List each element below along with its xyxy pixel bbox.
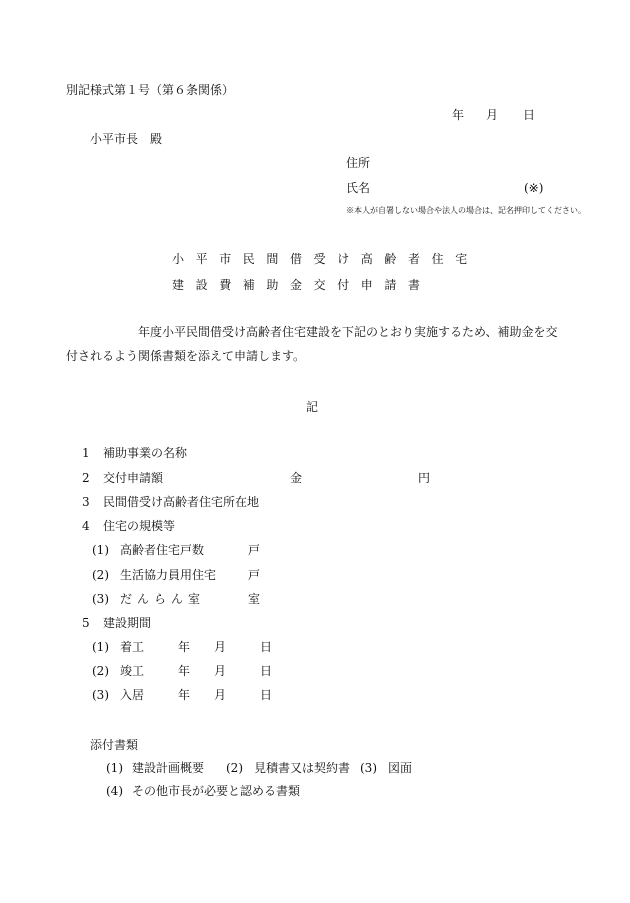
date-day-label: 日 (523, 108, 536, 122)
attachment4-number: (4) (106, 784, 123, 798)
item5-sub3-day: 日 (260, 688, 273, 702)
item4-sub1-label: 高齢者住宅戸数 (120, 543, 205, 557)
item4-sub3-label: だんらん室 (120, 592, 206, 606)
addressee-label: 小平市長 殿 (90, 132, 163, 146)
date-year-label: 年 (452, 108, 465, 122)
item5-sub1-number: (1) (92, 640, 109, 654)
item4-sub2-label: 生活協力員用住宅 (120, 568, 217, 582)
item4-label: 住宅の規模等 (103, 519, 176, 533)
item4-number: 4 (82, 519, 90, 533)
item1-number: 1 (82, 446, 90, 460)
item4-sub3-number: (3) (92, 592, 109, 606)
item5-sub3-number: (3) (92, 688, 109, 702)
item5-number: 5 (82, 616, 90, 630)
item2-kin-label: 金 (290, 471, 303, 485)
item5-sub3-label: 入居 (120, 688, 145, 702)
attachment3-label: 図面 (388, 761, 413, 775)
attachments-heading: 添付書類 (90, 738, 139, 752)
item5-sub2-year: 年 (178, 664, 191, 678)
attachment2-number: (2) (226, 761, 243, 775)
item2-label: 交付申請額 (103, 471, 164, 485)
item5-sub3-month: 月 (214, 688, 227, 702)
signature-note: ※本人が自署しない場合や法人の場合は、記名押印してください。 (346, 206, 586, 215)
item4-sub2-number: (2) (92, 568, 109, 582)
item5-sub1-label: 着工 (120, 640, 145, 654)
document-title-line1: 小平市民間借受け高齢者住宅 (172, 252, 479, 266)
item1-label: 補助事業の名称 (103, 446, 188, 460)
address-label: 住所 (346, 156, 371, 170)
item5-sub2-month: 月 (214, 664, 227, 678)
ki-heading: 記 (306, 400, 319, 414)
attachment3-number: (3) (360, 761, 377, 775)
item5-sub1-year: 年 (178, 640, 191, 654)
item4-sub3-unit: 室 (248, 592, 261, 606)
item5-sub3-year: 年 (178, 688, 191, 702)
attachment1-number: (1) (106, 761, 123, 775)
attachment2-label: 見積書又は契約書 (254, 761, 351, 775)
item3-label: 民間借受け高齢者住宅所在地 (103, 495, 260, 509)
item3-number: 3 (82, 495, 90, 509)
body-text-line1: 年度小平民間借受け高齢者住宅建設を下記のとおり実施するため、補助金を交 (138, 325, 558, 339)
item2-yen-label: 円 (418, 471, 431, 485)
name-label: 氏名 (346, 181, 371, 195)
form-number-label: 別記様式第１号（第６条関係） (66, 83, 235, 97)
document-title-line2: 建設費補助金交付申請書 (172, 278, 432, 292)
seal-mark: (※) (524, 181, 544, 195)
attachment4-label: その他市長が必要と認める書類 (132, 784, 301, 798)
item5-sub2-label: 竣工 (120, 664, 145, 678)
body-text-line2: 付されるよう関係書類を添えて申請します。 (66, 349, 306, 363)
item4-sub1-unit: 戸 (248, 543, 261, 557)
item4-sub2-unit: 戸 (248, 568, 261, 582)
date-month-label: 月 (486, 108, 499, 122)
item5-sub1-month: 月 (214, 640, 227, 654)
item5-sub2-number: (2) (92, 664, 109, 678)
item2-number: 2 (82, 471, 90, 485)
item5-sub2-day: 日 (260, 664, 273, 678)
item5-label: 建設期間 (103, 616, 152, 630)
item4-sub1-number: (1) (92, 543, 109, 557)
item5-sub1-day: 日 (260, 640, 273, 654)
attachment1-label: 建設計画概要 (132, 761, 205, 775)
